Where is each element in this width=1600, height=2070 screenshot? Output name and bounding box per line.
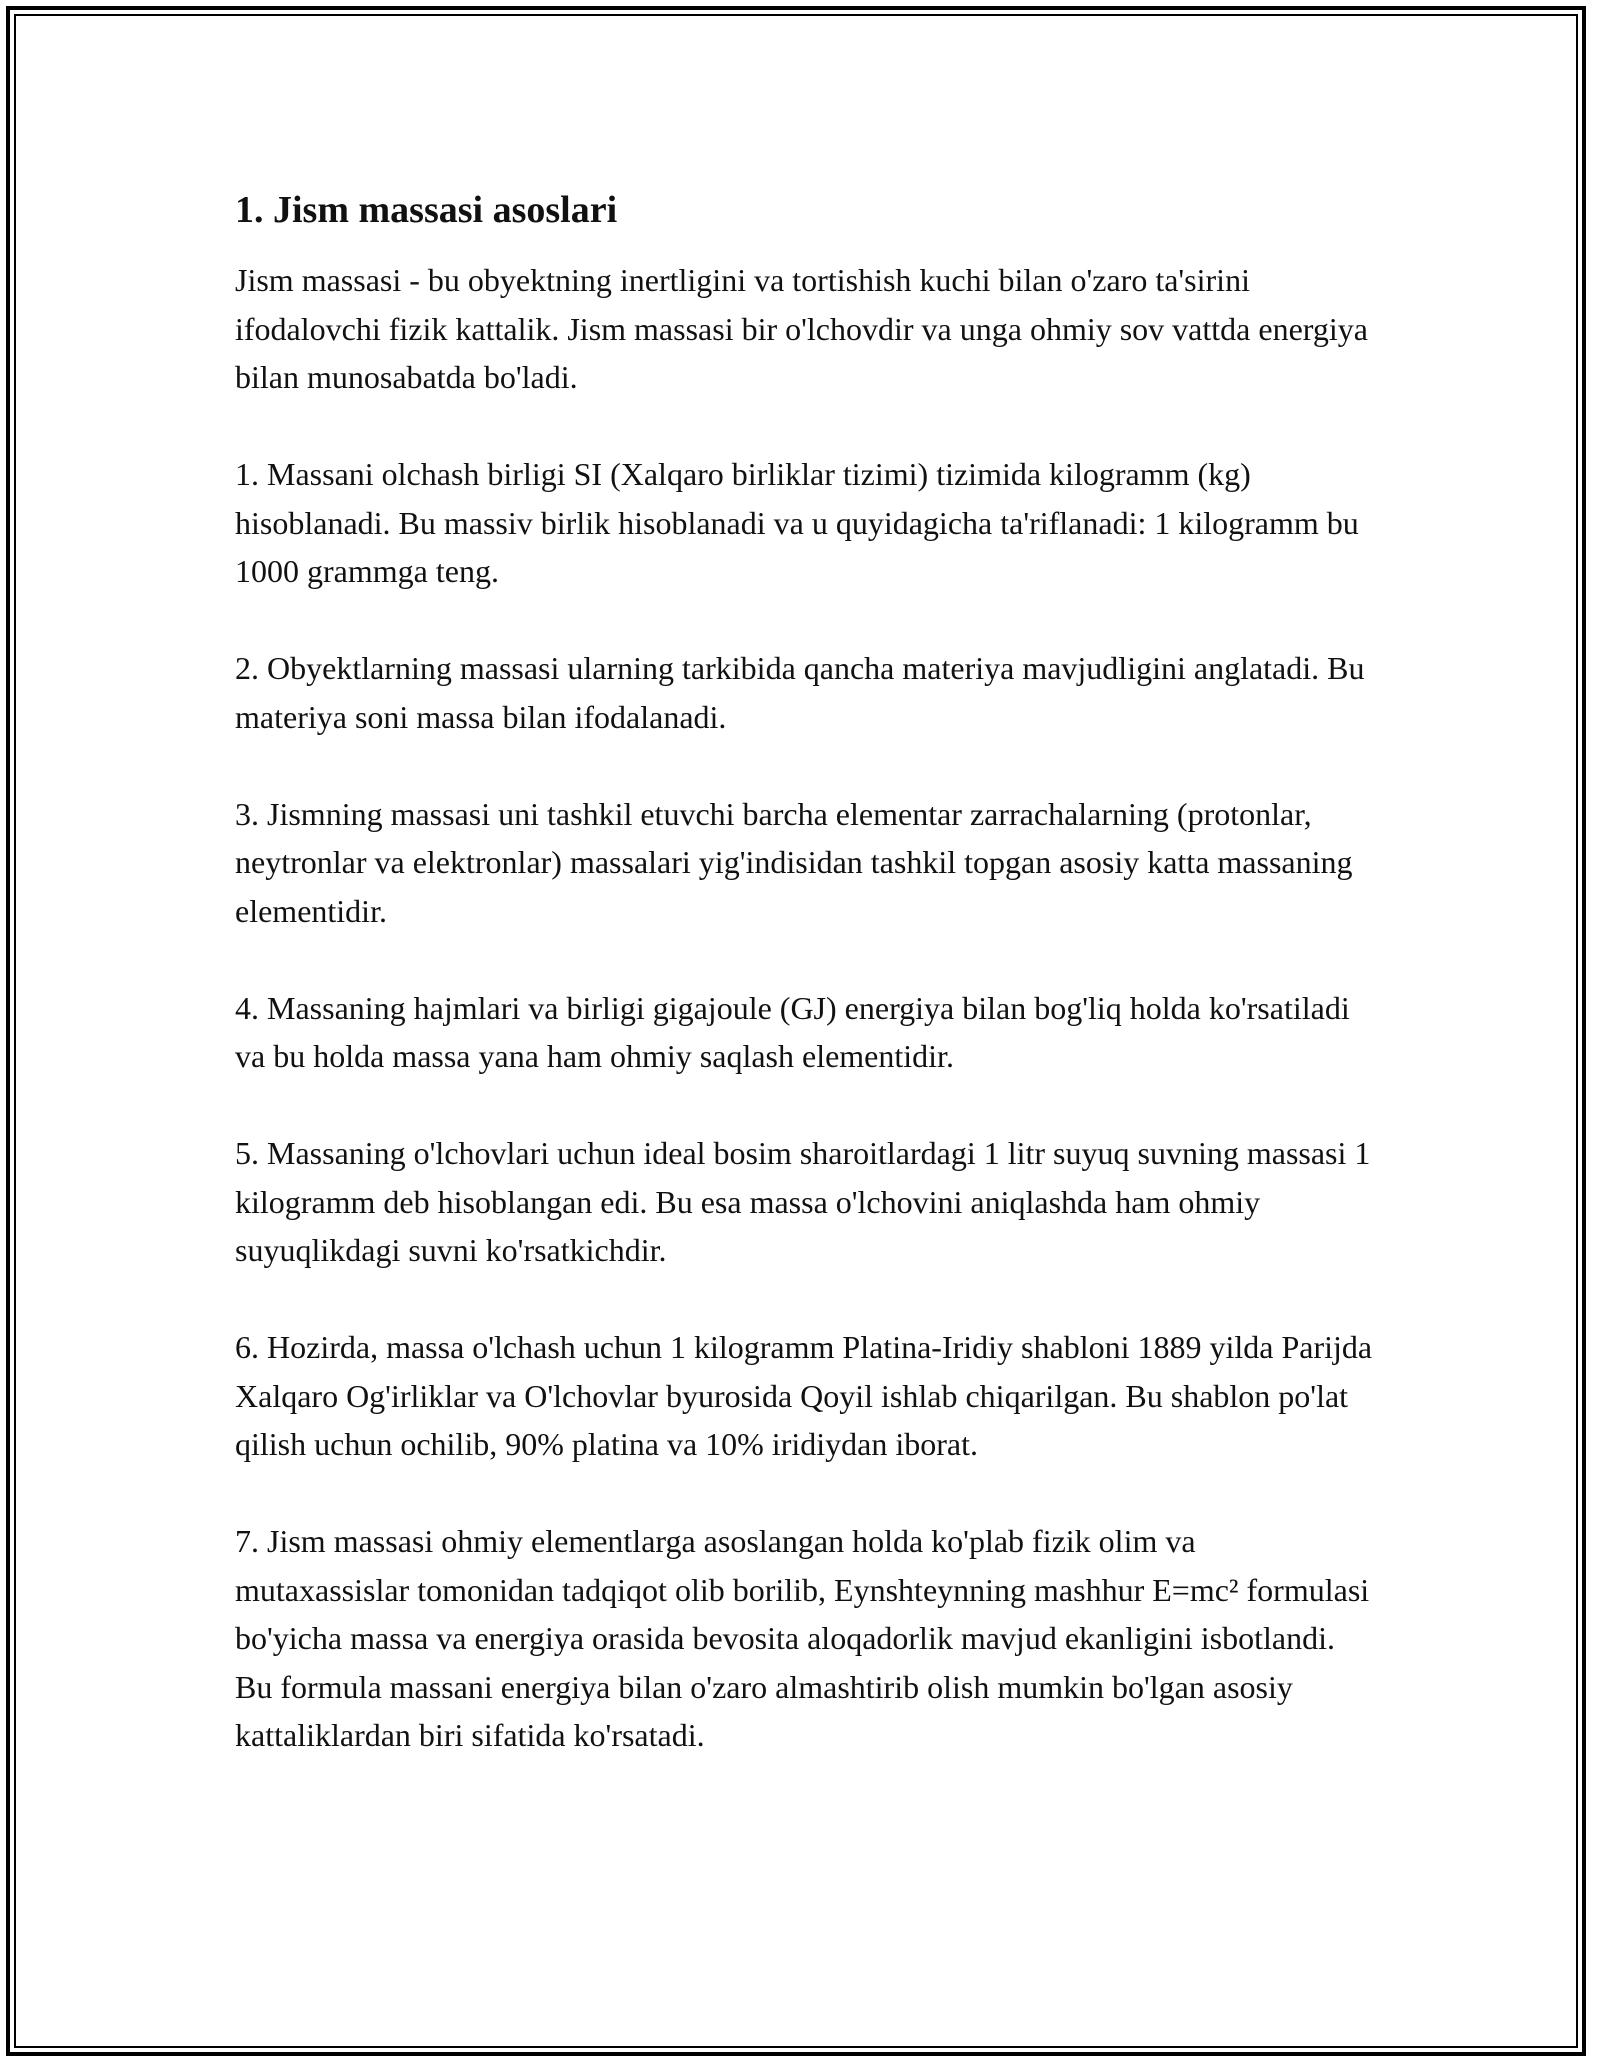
document-title: 1. Jism massasi asoslari bbox=[235, 189, 618, 231]
intro-paragraph: Jism massasi - bu obyektning inertligini va tortishish kuchi bilan o'zaro ta'sirini ifodalovchi fizik kattalik. Jism massasi bir o'lchovdir va unga ohmiy sov vattda energiya bilan munosabatda bo'ladi. bbox=[235, 262, 1368, 395]
paragraph-4: 4. Massaning hajmlari va birligi gigajoule (GJ) energiya bilan bog'liq holda ko'rsatiladi va bu holda massa yana ham ohmiy saqlash elementidir. bbox=[235, 989, 1350, 1074]
paragraph-5: 5. Massaning o'lchovlari uchun ideal bosim sharoitlardagi 1 litr suyuq suvning massasi 1 kilogramm deb hisoblangan edi. Bu esa massa o'lchovini aniqlashda ham ohmiy suyuqlikdagi suvni ko'rsatkichdir. bbox=[235, 1135, 1371, 1268]
paragraph-7: 7. Jism massasi ohmiy elementlarga asoslangan holda ko'plab fizik olim va mutaxassislar tomonidan tadqiqot olib borilib, Eynshteynning mashhur E=mc² formulasi bo'yicha massa va energiya orasida bevosita aloqadorlik mavjud ekanligini isbotlandi. Bu formula massani energiya bilan o'zaro almashtirib olish mumkin bo'lgan asosiy kattaliklardan biri sifatida ko'rsatadi. bbox=[235, 1523, 1370, 1753]
document-body bbox=[235, 186, 1375, 1808]
paragraph-6: 6. Hozirda, massa o'lchash uchun 1 kilogramm Platina-Iridiy shabloni 1889 yilda Parijda Xalqaro Og'irliklar va O'lchovlar byurosida Qoyil ishlab chiqarilgan. Bu shablon po'lat qilish uchun ochilib, 90% platina va 10% iridiydan iborat. bbox=[235, 1329, 1373, 1462]
paragraph-3: 3. Jismning massasi uni tashkil etuvchi barcha elementar zarrachalarning (protonlar, neytronlar va elektronlar) massalari yig'indisidan tashkil topgan asosiy katta massaning elementidir. bbox=[235, 795, 1353, 929]
paragraph-2: 2. Obyektlarning massasi ularning tarkibida qancha materiya mavjudligini anglatadi. Bu materiya soni massa bilan ifodalanadi. bbox=[235, 650, 1365, 735]
paragraph-1: 1. Massani olchash birligi SI (Xalqaro birliklar tizimi) tizimida kilogramm (kg) hisoblanadi. Bu massiv birlik hisoblanadi va u quyidagicha ta'riflanadi: 1 kilogramm bu 1000 grammga teng. bbox=[235, 456, 1359, 589]
